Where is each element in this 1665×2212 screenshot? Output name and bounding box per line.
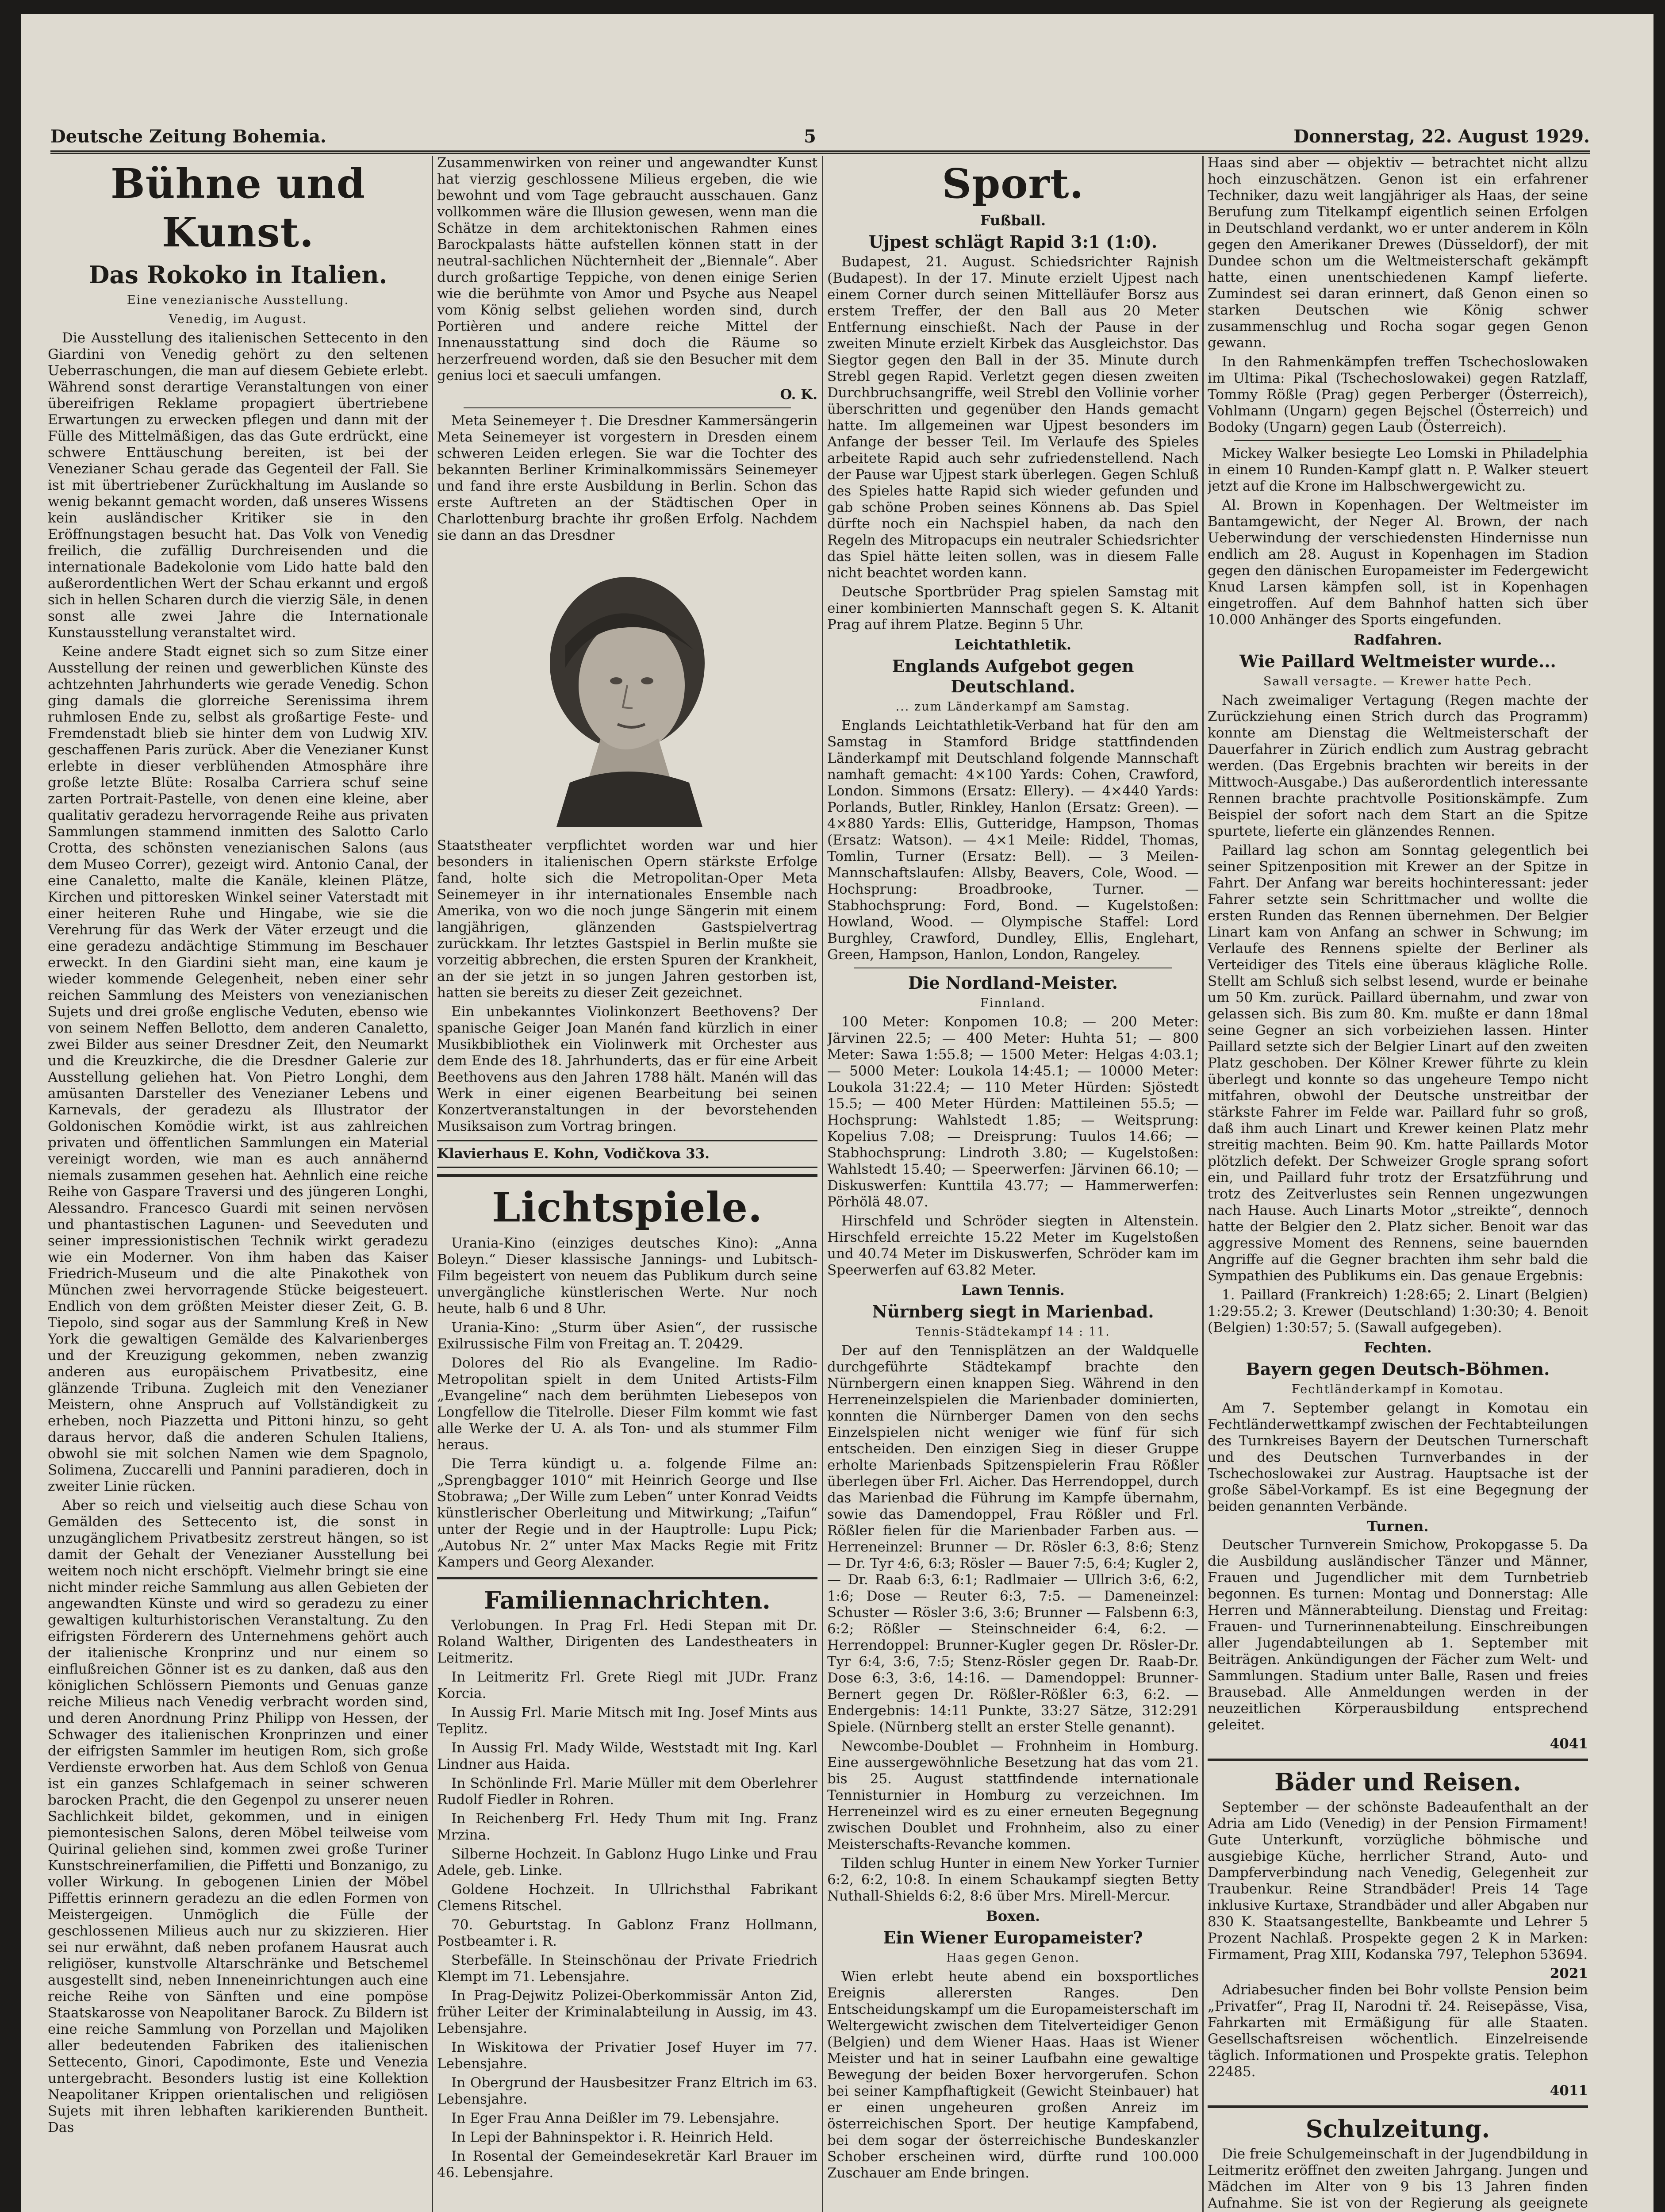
column-4 <box>1208 155 1588 2212</box>
family-notice: 70. Geburtstag. In Gablonz Franz Hollmann, Postbeamter i. R. <box>437 1917 817 1949</box>
running-head <box>50 120 1590 154</box>
article-paragraph: Der auf den Tennisplätzen an der Waldquelle durchgeführte Städtekampf brachte den Nürnbergern einen knappen Sieg. Während in den Herreneinzelspielen die Marienbader dominierten, konnten die Nürnberger Damen von den sechs Einzelspielen nicht weniger wie fünf für sich entscheiden. Den einzigen Sieg in dieser Gruppe erholte Marienbads Spitzenspielerin Frau Rößler überlegen über Frl. Aicher. Das Herrendoppel, durch das Marienbad die Führung im Kampfe übernahm, sowie das Damendoppel, Frau Rößler und Frl. Rößler fielen für die Marienbader Farben aus. — Herreneinzel: Brunner — Dr. Rösler 6:3, 8:6; Stenz — Dr. Tyr 4:6, 6:3; Rösler — Bauer 7:5, 6:4; Kugler 2, — Dr. Raab 6:3, 6:1; Radlmaier — Ullrich 3:6, 6:2, 1:6; Dose — Reuter 6:3, 7:5. — Dameneinzel: Schuster — Rösler 3:6, 3:6; Brunner — Falsbenn 6:3, 6:2; Rößler — Steinschneider 6:4, 6:2. — Herrendoppel: Brunner-Kugler gegen Dr. Rösler-Dr. Tyr 6:4, 3:6, 7:5; Stenz-Rösler gegen Dr. Raab-Dr. Dose 6:3, 3:6, 14:16. — Damendoppel: Brunner-Bernert gegen Dr. Rößler-Rößler 6:3, 6:2. — Endergebnis: 14:11 Punkte, 33:27 Sätze, 312:291 Spiele. (Nürnberg stellt an erster Stelle genannt). <box>827 1343 1199 1735</box>
film-notice: Urania-Kino (einziges deutsches Kino): „Anna Boleyn.“ Dieser klassische Jannings- und Lubitsch-Film begeistert von neuem das Publikum durch seine unvergängliche künstlerischen Werte. Nur noch heute, halb 6 und 8 Uhr. <box>437 1235 817 1317</box>
article-headline: Ein Wiener Europameister? <box>883 1928 1143 1947</box>
ad-code: 4011 <box>1550 2083 1588 2099</box>
author-signature: O. K. <box>780 387 817 403</box>
article-paragraph: Am 7. September gelangt in Komotau ein Fechtländerwettkampf zwischen der Fechtabteilungen des Turnkreises Bayern der Deutschen Turnerschaft und des Deutschen Turnverbandes in der Tschechoslowakei zur Austrag. Hauptsache ist der große Säbel-Vorkampf. Es ist eine Begegnung der beiden genannten Verbände. <box>1208 1400 1588 1514</box>
sport-category: Boxen. <box>986 1908 1040 1924</box>
divider <box>1208 1759 1588 1761</box>
column-2 <box>437 155 817 2212</box>
newspaper-page <box>21 14 1653 2212</box>
article-headline: Englands Aufgebot gegen Deutschland. <box>892 656 1134 696</box>
family-notice: In Wiskitowa der Privatier Josef Huyer im 77. Lebensjahre. <box>437 2039 817 2072</box>
article-paragraph: Die Ausstellung des italienischen Settecento in den Giardini von Venedig gehört zu den seltenen Ueberraschungen, die man auf diesem Gebiete erlebt. Während sonst derartige Veranstaltungen von einer übereifrigen Reklame propagiert übertriebene Erwartungen zu erwecken pflegen und dann mit der Fülle des Mittelmäßigen, das das Gute erdrückt, eine schwere Enttäuschung bereiten, ist bei der Venezianer Schau gerade das Gegenteil der Fall. Sie ist mit übertriebener Zurückhaltung im Auslande so wenig bekannt gemacht worden, daß unseres Wissens kein ausländischer Kritiker sie in den Eröffnungstagen besucht hat. Das Volk von Venedig freilich, die zufällig Durchreisenden und die internationale Badekolonie vom Lido hatte bald den außerordentlichen Wert der Schau erkannt und ergoß sich in hellen Scharen durch die vierzig Säle, in denen sonst alle zwei Jahre die Internationale Kunstausstellung veranstaltet wird. <box>48 330 428 641</box>
article-subtitle: Sawall versagte. — Krewer hatte Pech. <box>1263 675 1532 688</box>
article-headline: Wie Paillard Weltmeister wurde... <box>1239 651 1556 671</box>
film-notice: Dolores del Rio als Evangeline. Im Radio-Metropolitan spielt in dem United Artists-Film „Evangeline“ nach dem berühmten Liebesepos von Longfellow die Titelrolle. Dieser Film kommt wie fast alle Werke der U. A. als Ton- und als stummer Film heraus. <box>437 1355 817 1453</box>
column-rule <box>432 156 433 2212</box>
article-paragraph: Budapest, 21. August. Schiedsrichter Rajnish (Budapest). In der 17. Minute erzielt Ujpest nach einem Corner durch seinen Mittelläufer Borsz aus erstem Treffer, der den Ball aus 20 Meter Entfernung einschießt. Nach der Pause in der zweiten Minute erzielt Kirbek das Ausgleichstor. Das Siegtor gegen den Ball in der 35. Minute durch Strebl gegen Rapid. Verletzt gegen diesen zweiten Durchbruchsangriffe, weil Strebl den Vollinie vorher überschritten und gegenüber den Hands gemacht hatte. Im allgemeinen war Ujpest besonders im Anfange der besser Teil. Im Verlaufe des Spieles arbeitete Rapid auch sehr zufriedenstellend. Nach der Pause war Ujpest stark überlegen. Gegen Schluß des Spieles hatte Rapid sich wieder gefunden und gab schöne Proben seines Könnens ab. Das Spiel dürfte noch ein Nachspiel haben, da nach den Regeln des Mitropacups ein neutraler Schiedsrichter das Spiel hätte leiten sollen, was in diesem Falle nicht beachtet worden kann. <box>827 254 1199 581</box>
portrait-photo <box>437 553 817 827</box>
family-notice: In Schönlinde Frl. Marie Müller mit dem Oberlehrer Rudolf Fiedler in Rohren. <box>437 1775 817 1808</box>
section-title-sport: Sport. <box>942 160 1084 207</box>
article-paragraph: Hirschfeld und Schröder siegten in Altenstein. Hirschfeld erreichte 15.22 Meter im Kugelstoßen und 40.74 Meter im Diskuswerfen, Schröder kam im Speerwerfen auf 63.82 Meter. <box>827 1213 1199 1278</box>
sport-category: Lawn Tennis. <box>961 1282 1065 1298</box>
article-paragraph: Haas sind aber — objektiv — betrachtet nicht allzu hoch einzuschätzen. Genon ist ein erfahrener Techniker, dazu weit langjähriger als Haas, der seine Berufung zum Titelkampf eigentlich seinen Erfolgen in Deutschland verdankt, wo er unter anderem in Köln gegen den Amerikaner Drewes (Düsseldorf), der mit Dundee schon um die Weltmeisterschaft gekämpft hatte, einen unentschiedenen Kampf lieferte. Zumindest sei daran erinnert, daß Genon einen so starken Deutschen wie König schwer zusammenschlug und Rocha sogar gegen Genon gewann. <box>1208 155 1588 351</box>
article-headline: Die Nordland-Meister. <box>908 973 1118 993</box>
article-title: Das Rokoko in Italien. <box>88 261 387 289</box>
divider <box>437 1174 817 1177</box>
column-3 <box>827 155 1199 2212</box>
dateline: Venedig, im August. <box>169 312 307 326</box>
article-paragraph: Staatstheater verpflichtet worden war und hier besonders in italienischen Opern stärkste Erfolge fand, holte sich die Metropolitan-Oper Meta Seinemeyer in ihr internationales Ensemble nach Amerika, von wo die noch junge Sängerin mit einem langjährigen, glänzenden Gastspielvertrag zurückkam. Ihr letztes Gastspiel in Berlin mußte sie vorzeitig abbrechen, die ersten Spuren der Krankheit, an der sie jetzt in so jungen Jahren gestorben ist, hatten sie bereits zu dieser Zeit gezeichnet. <box>437 837 817 1001</box>
article-paragraph: Keine andere Stadt eignet sich so zum Sitze einer Ausstellung der reinen und gewerblichen Künste des achtzehnten Jahrhunderts wie gerade Venedig. Schon ging damals die glorreiche Serenissima ihrem ruhmlosen Ende zu, selbst als großartige Feste- und Fremdenstadt blieb sie hinter dem von Ludwig XIV. geschaffenen Paris zurück. Aber die Venezianer Kunst erlebte in dieser verblühenden Atmosphäre ihre große letzte Blüte: Rosalba Carriera schuf seine zarten Portrait-Pastelle, von denen eine kleine, aber qualitativ geradezu hervorragende Reihe aus privaten Sammlungen stammend inmitten des Salotto Carlo Crotta, des schönsten venezianischen Salons (aus dem Museo Correr), gezeigt wird. Antonio Canal, der eine Canaletto, malte die Kanäle, kleinen Plätze, Kirchen und pittoresken Winkel seiner Vaterstadt mit einer heiteren Ruhe und Hingabe, wie sie die Verehrung für das Werk der Väter erzeugt und die eine geradezu andächtige Stimmung im Beschauer erweckt. In den Giardini sieht man, eine kaum je wieder kommende Gelegenheit, neben einer sehr reichen Sammlung des Meisters von venezianischen Sujets und drei große englische Veduten, ebenso wie von seinem Neffen Bellotto, dem anderen Canaletto, zwei Bilder aus seiner Dresdner Zeit, den Neumarkt und die Kreuzkirche, die die Dresdner Galerie zur Ausstellung geliehen hat. Von Pietro Longhi, dem amüsanten Darsteller des Venezianer Lebens und Karnevals, der geradezu als Illustrator der Goldonischen Komödie wirkt, ist aus zahlreichen privaten und öffentlichen Sammlungen ein Material vereinigt worden, wie man es auch annähernd niemals zusammen gesehen hat. Aehnlich eine reiche Reihe von Gaspare Traversi und des jüngeren Longhi, Alessandro. Francesco Guardi mit seinen nervösen und phantastischen Lagunen- und Seeveduten und seiner impressionistischen Technik wirkt geradezu wie ein Moderner. Von ihm haben das Kaiser Friedrich-Museum und die alte Pinakothek von München zwei hervorragende Stücke beigesteuert. Endlich von dem größten Meister dieser Zeit, G. B. Tiepolo, sind sogar aus der Sammlung Kreß in New York die gewaltigen Gemälde des Kalvarienberges und der Kreuzigung gekommen, neben zwanzig anderen aus europäischem Privatbesitz, eine glänzende Tribuna. Zugleich mit den Venezianer Meistern, ohne Anspruch auf Vollständigkeit zu erheben, noch Piazzetta und Pittoni hinzu, so geht daraus hervor, daß die anderen Schulen Italiens, obwohl sie mit solchen Namen wie dem Spagnolo, Solimena, Zuccarelli und Pannini paradieren, doch in zweiter Linie rücken. <box>48 644 428 1494</box>
family-notice: In Eger Frau Anna Deißler im 79. Lebensjahre. <box>451 2110 779 2126</box>
portrait-image <box>512 553 742 827</box>
family-notice: In Aussig Frl. Mady Wilde, Weststadt mit Ing. Karl Lindner aus Haida. <box>437 1740 817 1772</box>
article-headline: Nürnberg siegt in Marienbad. <box>872 1302 1154 1321</box>
family-notice: Silberne Hochzeit. In Gablonz Hugo Linke und Frau Adele, geb. Linke. <box>437 1846 817 1878</box>
advertisement: September — der schönste Badeaufenthalt an der Adria am Lido (Venedig) in der Pension Firmament! Gute Unterkunft, vorzügliche böhmische und ausgiebige Küche, herrlicher Strand, Auto- und Dampferverbindung nach Venedig, Gelegenheit zur Traubenkur. Reine Strandbäder! Preis 14 Tage inklusive Kurtaxe, Strandbäder und aller Abgaben nur 830 K. Staatsangestellte, Bankbeamte und Lehrer 5 Prozent Nachlaß. Prospekte gegen 2 K in Marken: Firmament, Prag XIII, Kodanska 797, Telephon 53694. <box>1208 1799 1588 1962</box>
sport-category: Turnen. <box>1367 1518 1429 1535</box>
article-paragraph: Al. Brown in Kopenhagen. Der Weltmeister im Bantamgewicht, der Neger Al. Brown, der nach Ueberwindung der verschiedensten Hindernisse nun endlich am 28. August in Kopenhagen im Stadion gegen den dänischen Europameister im Federgewicht Knud Larsen kämpfen soll, ist in Kopenhagen eingetroffen. Auf dem Bahnhof hatten sich über 10.000 Anhänger des Sports eingefunden. <box>1208 497 1588 628</box>
issue-date: Donnerstag, 22. August 1929. <box>1293 126 1590 147</box>
family-notice: Sterbefälle. In Steinschönau der Private Friedrich Klempt im 71. Lebensjahre. <box>437 1952 817 1985</box>
family-notice: In Aussig Frl. Marie Mitsch mit Ing. Josef Mints aus Teplitz. <box>437 1705 817 1737</box>
section-title-stage-art: Bühne und Kunst. <box>110 160 366 256</box>
section-title-films: Lichtspiele. <box>491 1183 763 1231</box>
divider <box>464 407 791 408</box>
divider <box>1208 2105 1588 2108</box>
article-paragraph: Deutsche Sportbrüder Prag spielen Samstag mit einer kombinierten Mannschaft gegen S. K. Altanit Prag auf ihrem Platze. Beginn 5 Uhr. <box>827 584 1199 633</box>
article-paragraph: Zusammenwirken von reiner und angewandter Kunst hat vierzig geschlossene Milieus ergeben, die wie bewohnt und vom Tage gebraucht ausschauen. Ganz vollkommen wäre die Illusion gewesen, wenn man die Schätze in dem architektonischen Rahmen eines Barockpalasts hätte aufstellen können statt in der neutral-sachlichen Nüchternheit der „Biennale“. Aber durch großartige Teppiche, von denen einige Serien wie die berühmte von Amor und Psyche aus Neapel vom König selbst geliehen worden sind, durch Portièren und andere reiche Mittel der Innenausstattung sind doch die Räume so herzerfreuend worden, daß sie den Besucher mit dem genius loci et saeculi umfangen. <box>437 155 817 384</box>
article-headline: Bayern gegen Deutsch-Böhmen. <box>1246 1359 1550 1379</box>
article-paragraph: Nach zweimaliger Vertagung (Regen machte der Zurückziehung einen Strich durch das Programm) konnte am Dienstag die Weltmeisterschaft der Dauerfahrer in Zürich endlich zum Austrag gebracht werden. (Das Ergebnis brachten wir bereits in der Mittwoch-Ausgabe.) Das außerordentlich interessante Rennen brachte prachtvolle Positionskämpfe. Zum Beispiel der sofort nach dem Start an die Spitze spurtete, lieferte ein glänzendes Rennen. <box>1208 692 1588 839</box>
sport-category: Leichtathletik. <box>954 636 1072 653</box>
article-subtitle: Eine venezianische Ausstellung. <box>127 293 349 307</box>
family-notice: Goldene Hochzeit. In Ullrichsthal Fabrikant Clemens Ritschel. <box>437 1882 817 1914</box>
advertisement: Klavierhaus E. Kohn, Vodičkova 33. <box>437 1140 817 1168</box>
article-subtitle: Haas gegen Genon. <box>946 1951 1080 1965</box>
column-1 <box>48 155 428 2212</box>
family-notice: Verlobungen. In Prag Frl. Hedi Stepan mit Dr. Roland Walther, Dirigenten des Landestheaters in Leitmeritz. <box>437 1617 817 1666</box>
article-paragraph: 1. Paillard (Frankreich) 1:28:65; 2. Linart (Belgien) 1:29:55.2; 3. Krewer (Deutschland) 1:30:30; 4. Benoit (Belgien) 1:30:57; 5. (Sawall aufgegeben). <box>1208 1287 1588 1336</box>
ad-code: 4041 <box>1550 1736 1588 1752</box>
family-notice: In Rosental der Gemeindesekretär Karl Brauer im 46. Lebensjahre. <box>437 2148 817 2181</box>
article-paragraph: 100 Meter: Konpomen 10.8; — 200 Meter: Järvinen 22.5; — 400 Meter: Huhta 51; — 800 Meter: Sawa 1:55.8; — 1500 Meter: Helgas 4:03.1; — 5000 Meter: Loukola 14:45.1; — 10000 Meter: Loukola 31:22.4; — 110 Meter Hürden: Sjöstedt 15.5; — 400 Meter Hürden: Mattileinen 55.5; — Hochsprung: Wahlstedt 1.85; — Weitsprung: Kopelius 7.08; — Dreisprung: Tuulos 14.66; — Stabhochsprung: Lindroth 3.80; — Kugelstoßen: Wahlstedt 15.40; — Speerwerfen: Järvinen 66.10; — Diskuswerfen: Kunttila 43.77; — Hammerwerfen: Pörhölä 48.07. <box>827 1014 1199 1210</box>
obituary-paragraph: Meta Seinemeyer †. Die Dresdner Kammersängerin Meta Seinemeyer ist vorgestern in Dresden einem schweren Leiden erlegen. Sie war die Tochter des bekannten Berliner Kriminalkommissärs Seinemeyer und fand ihre erste Ausbildung in Berlin. Schon das erste Auftreten an der Städtischen Oper in Charlottenburg brachte ihr großen Erfolg. Nachdem sie dann an das Dresdner <box>437 413 817 543</box>
family-notice: In Leitmeritz Frl. Grete Riegl mit JUDr. Franz Korcia. <box>437 1669 817 1701</box>
page-number: 5 <box>804 126 816 147</box>
divider <box>1234 440 1561 441</box>
paper-name: Deutsche Zeitung Bohemia. <box>50 126 326 147</box>
section-title-baths-travel: Bäder und Reisen. <box>1274 1768 1521 1796</box>
article-paragraph: Englands Leichtathletik-Verband hat für den am Samstag in Stamford Bridge stattfindenden Länderkampf mit Deutschland folgende Mannschaft namhaft gemacht: 4×100 Yards: Cohen, Crawford, London. Simmons (Ersatz: Ellery). — 4×440 Yards: Porlands, Butler, Rinkley, Hanlon (Ersatz: Green). — 4×880 Yards: Ellis, Gutteridge, Hampson, Thomas (Ersatz: Watson). — 4×1 Meile: Riddel, Thomas, Tomlin, Turner (Ersatz: Bell). — 3 Meilen-Mannschaftslaufen: Allsby, Beavers, Cole, Wood. — Hochsprung: Broadbrooke, Turner. — Stabhochsprung: Ford, Bond. — Kugelstoßen: Howland, Wood. — Olympische Staffel: Lord Burghley, Crawford, Dundley, Ellis, Englehart, Green, Hampson, Hanlon, London, Rangeley. <box>827 718 1199 963</box>
article-paragraph: Newcombe-Doublet — Frohnheim in Homburg. Eine aussergewöhnliche Besetzung hat das vom 21. bis 25. August stattfindende internationale Tennisturnier in Homburg zu verzeichnen. Im Herreneinzel wird es zu einer erneuten Begegnung zwischen Doublet und Frohnheim, also zu einer Meisterschafts-Revanche kommen. <box>827 1738 1199 1852</box>
sport-category: Fechten. <box>1364 1339 1432 1356</box>
section-title-school: Schulzeitung. <box>1305 2115 1490 2143</box>
family-notice: In Obergrund der Hausbesitzer Franz Eltrich im 63. Lebensjahre. <box>437 2075 817 2107</box>
article-subtitle: Fechtländerkampf in Komotau. <box>1292 1382 1504 1396</box>
article-paragraph: Paillard lag schon am Sonntag gelegentlich bei seiner Spitzenposition mit Krewer an der Spitze in Fahrt. Der Anfang war bereits hochinteressant: jeder Fahrer setzte sein Schrittmacher und wollte die ersten Runden das Rennen übernehmen. Der Belgier Linart kam von Anfang an schwer in Schwung; im Verlaufe des Rennens spielte der Berliner als Verteidiger des Titels eine überaus klägliche Rolle. Stellt am Schluß sich selbst lesend, wurde er beinahe um 50 Km. zurück. Paillard übernahm, und zwar von gelassen sich. Bis zum 80. Km. mußte er dann 18mal seine Gegner an sich vorbeiziehen lassen. Hinter Paillard setzte sich der Belgier Linart auf den zweiten Platz geschoben. Der Kölner Krewer führte zu klein überlegt und konnte so das ungeheure Tempo nicht mitfahren, obwohl der Deutsche unstreitbar der stärkste Fahrer im Felde war. Paillard fuhr so groß, daß ihm auch Linart und Krewer keinen Platz mehr streitig machten. Beim 90. Km. hatte Paillards Motor plötzlich defekt. Der Schweizer Grogle sprang sofort ein, und Paillard fuhr trotz der Ersatzführung und trotz des Zeitverlustes sein Rennen ungezwungen nach Hause. Auch Linarts Motor „streikte“, dennoch hatte der Belgier den 2. Platz sicher. Benoit war das aggressive Moment des Rennens, seine bauernden Angriffe auf die Gegner brachten ihm sehr bald die Sympathien des Publikums ein. Das genaue Ergebnis: <box>1208 842 1588 1284</box>
family-notice: In Lepi der Bahninspektor i. R. Heinrich Held. <box>451 2129 774 2145</box>
advertisement: Adriabesucher finden bei Bohr vollste Pension beim „Privatfer“, Prag II, Narodni tř. 24. Reisepässe, Visa, Fahrkarten mit Ermäßigung für alle Staaten. Gesellschaftsreisen wöchentlich. Einzelreisende täglich. Informationen und Prospekte gratis. Telephon 22485. <box>1208 1982 1588 2080</box>
article-subtitle: Tennis-Städtekampf 14 : 11. <box>916 1325 1110 1339</box>
article-paragraph: Deutscher Turnverein Smichow, Prokopgasse 5. Da die Ausbildung ausländischer Tänzer und Männer, Frauen und Jugendlicher mit dem Turnbetrieb begonnen. Es turnen: Montag und Donnerstag: Alle Herren und Männerabteilung. Dienstag und Freitag: Frauen- und Turnerinnenabteilung. Einschreibungen aller Jugendabteilungen ab 1. September mit Beiträgen. Ankündigungen der Fächer zum Welt- und Sammlungen. Stadium unter Balle, Rasen und freies Brausebad. Alle Anmeldungen werden in der neuzeitlichen Körperausbildung entsprechend geleitet. <box>1208 1537 1588 1733</box>
sport-category: Radfahren. <box>1354 631 1442 648</box>
article-subtitle: ... zum Länderkampf am Samstag. <box>895 700 1131 714</box>
section-title-family: Familiennachrichten. <box>484 1586 771 1614</box>
family-notice: In Prag-Dejwitz Polizei-Oberkommissär Anton Zid, früher Leiter der Kriminalabteilung in Aussig, im 43. Lebensjahre. <box>437 1988 817 2036</box>
film-notice: Die Terra kündigt u. a. folgende Filme an: „Sprengbagger 1010“ mit Heinrich George und Ilse Stobrawa; „Der Wille zum Leben“ unter Konrad Veidts künstlerischer Oberleitung und Mitwirkung; „Taifun“ unter der Regie und in der Hauptrolle: Lupu Pick; „Autobus Nr. 2“ unter Max Macks Regie mit Fritz Kampers und Georg Alexander. <box>437 1456 817 1570</box>
article-subtitle: Finnland. <box>980 996 1046 1010</box>
article-headline: Ujpest schlägt Rapid 3:1 (1:0). <box>868 232 1158 252</box>
article-paragraph: In den Rahmenkämpfen treffen Tschechoslowaken im Ultima: Pikal (Tschechoslowakei) gegen Ratzlaff, Tommy Rößle (Prag) gegen Perberger (Österreich), Vohlmann (Ungarn) gegen Bejschel (Österreich) und Bodoky (Ungarn) gegen Laub (Österreich). <box>1208 354 1588 435</box>
article-paragraph: Wien erlebt heute abend ein boxsportliches Ereignis allerersten Ranges. Den Entscheidungskampf um die Europameisterschaft im Weltergewicht zwischen dem Titelverteidiger Genon (Belgien) und dem Wiener Haas. Haas ist Wiener Meister und hat in seiner Laufbahn eine gewaltige Bewegung der beiden Boxer hervorgerufen. Schon bei seiner Kampfhaftigkeit (Gewicht Steinbauer) hat er einen ungeheuren großen Anreiz im österreichischen Sport. Der heutige Kampfabend, bei dem sogar der österreichische Bundeskanzler Schober erscheinen wird, dürfte rund 100.000 Zuschauer am Ende bringen. <box>827 1969 1199 2181</box>
family-notice: In Reichenberg Frl. Hedy Thum mit Ing. Franz Mrzina. <box>437 1811 817 1843</box>
column-rule <box>1202 156 1204 2212</box>
article-paragraph: Tilden schlug Hunter in einem New Yorker Turnier 6:2, 6:2, 10:8. In einem Schaukampf siegten Betty Nuthall-Shields 6:2, 8:6 über Mrs. Mirell-Mercur. <box>827 1855 1199 1904</box>
divider <box>437 1577 817 1579</box>
article-paragraph: Aber so reich und vielseitig auch diese Schau von Gemälden des Settecento ist, die sonst in unzugänglichem Privatbesitz zerstreut hängen, so ist damit der Gehalt der Venezianer Ausstellung bei weitem noch nicht erschöpft. Vielmehr bringt sie eine nicht minder reiche Sammlung aus allen Gebieten der angewandten Künste und wird so geradezu zu einer gewaltigen kulturhistorischen Veranstaltung. Zu den eifrigsten Förderern des Unternehmens gehört auch der italienische Kronprinz und nur einem so einflußreichen Gönner ist es zu danken, daß aus den königlichen Schlössern Piemonts und Genuas ganze reiche Milieus nach Venedig verbracht worden sind, und deren Anordnung Prinz Philipp von Hessen, der Schwager des italienischen Kronprinzen und einer der eifrigsten Sammler im heutigen Rom, sich große Verdienste erworben hat. Aus dem Schloß von Genua ist ein ganzes Schlafgemach in seiner schweren barocken Pracht, die den Gegenpol zu unserer neuen Sachlichkeit bildet, gekommen, und in einigen piemontesischen Salons, deren Möbel teilweise vom Quirinal geliehen sind, kommen zwei große Turiner Kunstschreinerfamilien, die Piffetti und Bonzanigo, zu voller Wirkung. In gebogenen Linien der Möbel Piffettis erinnern geradezu an die edlen Formen von Meistergeigen. Unmöglich die Fülle der geschlossenen Milieus auch nur zu skizzieren. Hier sei nur erwähnt, daß neben profanem Hausrat auch religiöser, kunstvolle Altarschränke und Betschemel ausgestellt sind, neben Inneneinrichtungen auch eine reiche Reihe von Sänften und eine pompöse Staatskarosse von Neapolitaner Barock. Zu Bildern ist eine reiche Sammlung von Porzellan und Majoliken aller bedeutenden Fabriken des italienischen Settecento, Ginori, Capodimonte, Este und Venezia untergebracht. Besonders lustig ist eine Kollektion Neapolitaner Krippen orientalischen und religiösen Sujets mit ihren lebhaften karikierenden Buntheit. Das <box>48 1498 428 2135</box>
film-notice: Urania-Kino: „Sturm über Asien“, der russische Exilrussische Film von Freitag an. T. 20429. <box>437 1320 817 1352</box>
sport-category: Fußball. <box>980 212 1046 229</box>
article-paragraph: Die freie Schulgemeinschaft in der Jugendbildung in Leitmeritz eröffnet den zweiten Jahrgang. Jungen und Mädchen im Alter von 9 bis 13 Jahren finden Aufnahme. Sie ist von der Regierung als geeignete <box>1208 2146 1588 2211</box>
article-paragraph: Ein unbekanntes Violinkonzert Beethovens? Der spanische Geiger Joan Manén fand kürzlich in einer Musikbibliothek ein Violinwerk mit Orchester aus dem Ende des 18. Jahrhunderts, das er für eine Arbeit Beethovens aus den Jahren 1788 hält. Manén will das Werk in einer eigenen Bearbeitung bei seinen Konzertveranstaltungen in der bevorstehenden Musiksaison zum Vortrag bringen. <box>437 1004 817 1134</box>
ad-code: 2021 <box>1550 1966 1588 1982</box>
column-rule <box>822 156 823 2212</box>
article-paragraph: Mickey Walker besiegte Leo Lomski in Philadelphia in einem 10 Runden-Kampf glatt n. P. Walker steuert jetzt auf die Krone im Halbschwergewicht zu. <box>1208 445 1588 494</box>
